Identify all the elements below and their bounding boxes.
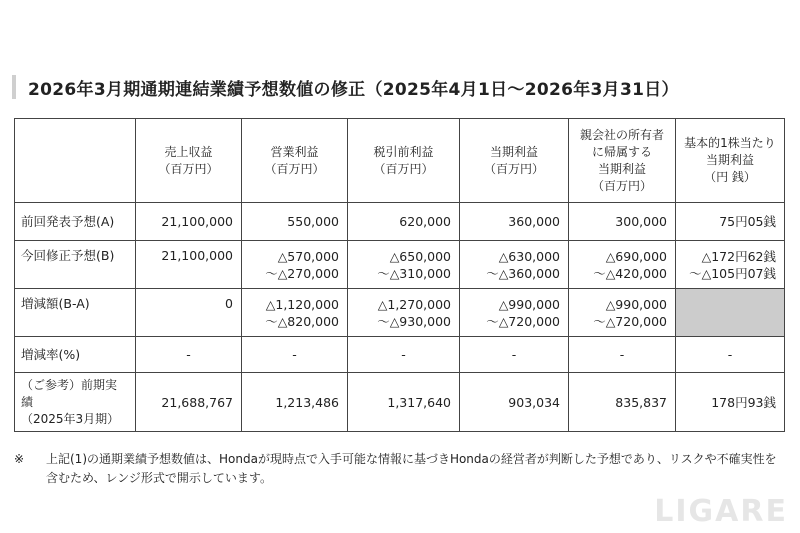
table-cell: - [136, 337, 242, 373]
row-label: 増減率(%) [15, 337, 136, 373]
table-cell: - [460, 337, 569, 373]
table-cell: 178円93銭 [676, 373, 785, 432]
table-cell: △570,000 ～△270,000 [242, 241, 348, 289]
title-block [12, 74, 679, 100]
table-cell: 903,034 [460, 373, 569, 432]
table-row [15, 337, 785, 373]
table-cell: 21,100,000 [136, 203, 242, 241]
row-label: （ご参考）前期実績 （2025年3月期） [15, 373, 136, 432]
table-cell: △650,000 ～△310,000 [348, 241, 460, 289]
table-cell: 75円05銭 [676, 203, 785, 241]
header-pretax-profit: 税引前利益 （百万円） [348, 119, 460, 203]
table-cell: 21,688,767 [136, 373, 242, 432]
table-cell: - [569, 337, 676, 373]
table-cell: 360,000 [460, 203, 569, 241]
footnote [14, 450, 784, 488]
table-cell: 1,317,640 [348, 373, 460, 432]
row-label: 今回修正予想(B) [15, 241, 136, 289]
title-accent-bar [12, 75, 16, 99]
table-cell: 0 [136, 289, 242, 337]
table-row [15, 241, 785, 289]
table-header-row [15, 119, 785, 203]
header-owner-profit: 親会社の所有者 に帰属する 当期利益 （百万円） [569, 119, 676, 203]
table-cell: △172円62銭 ～△105円07銭 [676, 241, 785, 289]
table-cell: △1,120,000 ～△820,000 [242, 289, 348, 337]
table-cell: 300,000 [569, 203, 676, 241]
table-row [15, 373, 785, 432]
table-cell: 620,000 [348, 203, 460, 241]
table-cell: - [348, 337, 460, 373]
table-cell-shaded [676, 289, 785, 337]
table-row [15, 289, 785, 337]
header-net-profit: 当期利益 （百万円） [460, 119, 569, 203]
table-cell: - [676, 337, 785, 373]
row-label: 増減額(B-A) [15, 289, 136, 337]
header-operating-profit: 営業利益 （百万円） [242, 119, 348, 203]
table-cell: △690,000 ～△420,000 [569, 241, 676, 289]
header-blank [15, 119, 136, 203]
table-cell: 550,000 [242, 203, 348, 241]
header-eps: 基本的1株当たり 当期利益 （円 銭） [676, 119, 785, 203]
table-cell: 835,837 [569, 373, 676, 432]
footnote-mark: ※ [14, 452, 25, 466]
footnote-text: 上記(1)の通期業績予想数値は、Hondaが現時点で入手可能な情報に基づきHondaの経営者が判断した予想であり、リスクや不確実性を含むため、レンジ形式で開示しています。 [46, 452, 777, 485]
table-cell: △630,000 ～△360,000 [460, 241, 569, 289]
table-cell: △990,000 ～△720,000 [460, 289, 569, 337]
table-row [15, 203, 785, 241]
table-cell: △990,000 ～△720,000 [569, 289, 676, 337]
table-cell: 1,213,486 [242, 373, 348, 432]
table-cell: - [242, 337, 348, 373]
page-title: 2026年3月期通期連結業績予想数値の修正（2025年4月1日～2026年3月31日） [28, 79, 679, 100]
row-label: 前回発表予想(A) [15, 203, 136, 241]
table-cell: △1,270,000 ～△930,000 [348, 289, 460, 337]
table-cell: 21,100,000 [136, 241, 242, 289]
ligare-watermark-logo: LIGARE [654, 494, 788, 529]
header-revenue: 売上収益 （百万円） [136, 119, 242, 203]
forecast-table [14, 118, 785, 432]
